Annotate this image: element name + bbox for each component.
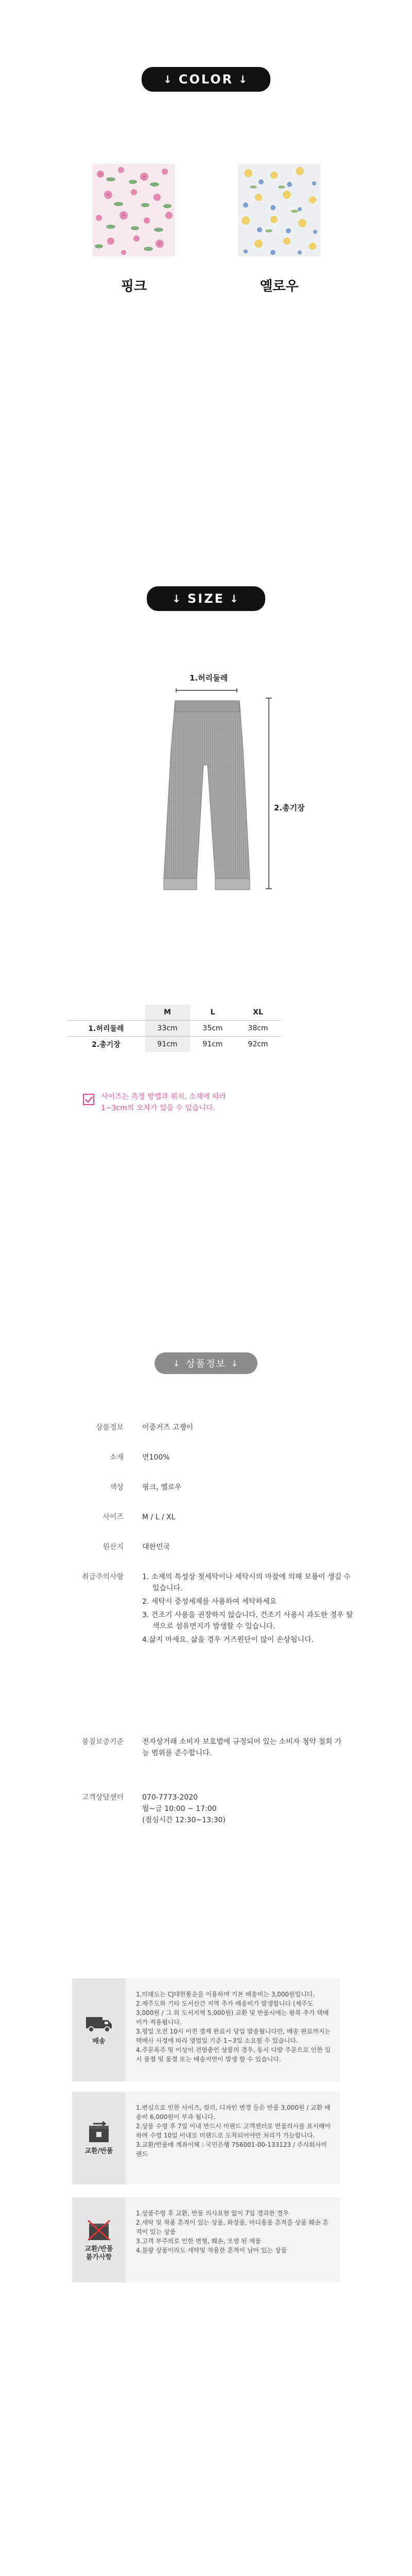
info-value: 이중거즈 고쟁이 — [142, 1423, 194, 1432]
size-xl-header: XL — [253, 1008, 263, 1016]
table-cell: 38cm — [235, 1021, 281, 1037]
table-cell: 91cm — [190, 1037, 235, 1053]
no-return-box-icon — [86, 2218, 112, 2241]
notice-line: 3.고객 부주의로 인한 변형, 훼손, 오염 된 제품 — [136, 2238, 261, 2245]
truck-icon — [85, 2014, 113, 2033]
table-cell: 35cm — [190, 1021, 235, 1037]
cs-info — [142, 1792, 364, 1826]
info-value: 면100% — [142, 1453, 170, 1462]
yellow-swatch-label: 옐로우 — [260, 279, 299, 294]
color-section-title — [142, 67, 270, 92]
size-table — [67, 1005, 281, 1052]
non-returnable-label: 교환/반품 불가사항 — [84, 2245, 113, 2261]
size-l-header: L — [210, 1008, 215, 1016]
cs-lunch: (점심시간 12:30~13:30) — [142, 1816, 226, 1824]
down-arrow-icon: ↓ — [173, 1358, 181, 1368]
down-arrow-icon: ↓ — [238, 73, 249, 86]
notice-line: 1.미래도는 CJ대한통운을 이용하며 기본 배송비는 3,000원입니다. — [136, 1991, 315, 1998]
info-label: 색상 — [109, 1483, 124, 1492]
notice-line: 2.상품 수령 후 7일 이내 반드시 미랜드 고객센터로 반품의사를 표시해야 하며 수령 10일 이내로 미랜드로 도착되어야만 처리가 가능합니다. — [136, 2123, 331, 2139]
row-label: 1.허리둘레 — [67, 1021, 145, 1037]
length-label: 2.총기장 — [274, 803, 305, 812]
size-note-line1: 사이즈는 측정 방법과 위치, 소재에 따라 — [101, 1093, 227, 1101]
yellow-swatch — [238, 164, 320, 257]
down-arrow-icon: ↓ — [163, 73, 174, 86]
delivery-notice — [72, 1978, 340, 2081]
down-arrow-icon: ↓ — [230, 592, 240, 605]
non-returnable-icon-box — [72, 2197, 126, 2282]
care-item: 4.삶지 마세요. 삶을 경우 거즈원단이 많이 손상됩니다. — [142, 1636, 314, 1644]
exchange-text — [136, 2103, 332, 2159]
cs-phone: 070-7773-2020 — [142, 1793, 198, 1802]
notice-line: 2.제주도와 기타 도서산간 지역 추가 배송비가 발생합니다 (제주도 3,000원 / 그 외 도서지역 5,000원) 교환 및 반품시에는 왕복 추가 택배비가 적용됩니다. — [136, 2000, 329, 2026]
checkbox-check-icon — [82, 1093, 95, 1106]
waist-label: 1.허리둘레 — [190, 673, 228, 683]
delivery-text — [136, 1990, 332, 2064]
table-row — [67, 1037, 281, 1053]
non-returnable-text — [136, 2209, 332, 2255]
info-label: 사이즈 — [102, 1513, 124, 1521]
table-cell: 92cm — [235, 1037, 281, 1053]
info-label: 취급주의사항 — [81, 1573, 124, 1581]
info-value: 전자상거래 소비자 보호법에 규정되어 있는 소비자 청약 철회 가능 범위를 준수합니다. — [142, 1738, 342, 1757]
down-arrow-icon: ↓ — [231, 1358, 239, 1368]
exchange-notice — [72, 2092, 340, 2184]
table-cell: 33cm — [145, 1021, 190, 1037]
cs-hours: 월~금 10:00 ~ 17:00 — [142, 1805, 217, 1813]
exchange-label: 교환/반품 — [84, 2147, 113, 2155]
info-label: 상품정보 — [95, 1423, 124, 1432]
exchange-box-icon — [86, 2121, 112, 2143]
down-arrow-icon: ↓ — [172, 592, 182, 605]
table-cell: 91cm — [145, 1037, 190, 1053]
delivery-label: 배송 — [92, 2038, 106, 2045]
notice-line: 4.주문폭주 및 이상이 전염충인 상품의 경우, 동시 다발 주문으로 인한 일시 품절 및 품절 또는 배송지연이 발생 할 수 있습니다. — [136, 2046, 331, 2063]
info-value: 핑크, 옐로우 — [142, 1483, 182, 1492]
care-item: 3. 건조기 사용을 권장하지 않습니다. 건조기 사용시 과도한 경우 탈색으로 섬유면지가 발생할 수 있습니다. — [142, 1611, 353, 1631]
pants-illustration — [154, 662, 309, 920]
info-label: 원산지 — [102, 1543, 124, 1551]
pink-swatch — [93, 164, 175, 257]
yellow-floral-pattern — [238, 164, 320, 257]
pants-size-diagram — [154, 662, 309, 920]
notice-line: 1.상품수령 후 교환, 반품 의사표현 없이 7일 경과한 경우 — [136, 2210, 289, 2217]
info-label: 고객상담센터 — [81, 1793, 124, 1802]
info-label: 소재 — [109, 1453, 124, 1462]
size-note-line2: 1~3cm의 오차가 있을 수 있습니다. — [101, 1104, 215, 1112]
size-section-title — [147, 586, 265, 611]
row-label: 2.총기장 — [67, 1037, 145, 1053]
info-value: M / L / XL — [142, 1513, 176, 1521]
notice-line: 3.교환/반품배 계좌이체 : 국민은행 756001-00-133123 / 주식회사미랜드 — [136, 2141, 327, 2158]
product-info-title-text: 상품정보 — [186, 1359, 226, 1369]
pink-floral-pattern — [93, 164, 175, 257]
notice-line: 3.평일 오전 10시 이전 결제 완료시 당일 발송됩니다만, 배송 완료까지는 택배사 사정에 따라 영업일 기준 1~3일 소요될 수 있습니다. — [136, 2028, 331, 2044]
exchange-icon-box — [72, 2092, 126, 2184]
pink-swatch-label: 핑크 — [121, 279, 147, 294]
size-table-header — [67, 1005, 281, 1021]
table-row — [67, 1021, 281, 1037]
care-item: 1. 소재의 특성상 첫세탁이나 세탁시의 마찰에 의해 보풀이 생길 수 있습니다. — [142, 1573, 351, 1592]
delivery-icon-box — [72, 1978, 126, 2081]
notice-line: 4.불량 상품이라도 세탁및 착용한 흔적이 남아 있는 상품 — [136, 2247, 287, 2254]
info-label: 품질보증기준 — [81, 1738, 124, 1746]
notice-line: 1.변심으로 인한 사이즈, 컬러, 디자인 변경 등은 반품 3,000원 / 교환 배송비 6,000원이 부과 됩니다. — [136, 2104, 331, 2121]
color-title-text: COLOR — [178, 72, 234, 87]
size-title-text: SIZE — [187, 591, 225, 606]
care-list — [142, 1571, 358, 1646]
care-item: 2. 세탁시 중성세제를 사용하여 세탁하세요 — [142, 1598, 277, 1606]
size-m-header: M — [145, 1005, 190, 1021]
non-returnable-notice — [72, 2197, 340, 2282]
notice-line: 2.세탁 및 착용 흔적이 있는 상품, 화장품, 바디용품 흔적을 상품 훼손 흔적이 있는 상품 — [136, 2219, 329, 2235]
info-value: 대한민국 — [142, 1543, 170, 1551]
product-info-title — [154, 1352, 258, 1374]
